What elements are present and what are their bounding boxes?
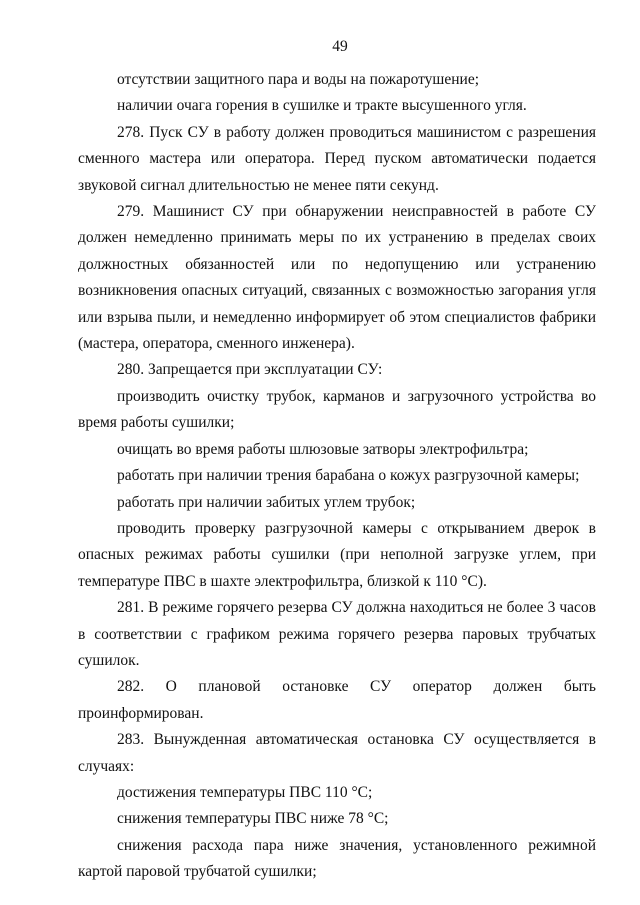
paragraph: достижения температуры ПВС 110 °С; xyxy=(117,783,373,801)
paragraph: наличии очага горения в сушилке и тракте высушенного угля. xyxy=(117,97,527,115)
paragraph: снижения расхода пара ниже значения, установленного режимной картой паровой трубчатой сушилки; xyxy=(78,836,596,881)
paragraph: 279. Машинист СУ при обнаружении неисправностей в работе СУ должен немедленно принимать меры по их устранению в пределах своих должностных обязанностей или по недопущению или устранению возникновения опасных ситуаций, связанных с возможностью загорания угля или взрыва пыли, и немедленно информирует об этом специалистов фабрики (мастера, оператора, сменного инженера). xyxy=(78,203,596,353)
paragraph: 282. О плановой остановке СУ оператор должен быть проинформирован. xyxy=(78,678,596,722)
paragraph: снижения температуры ПВС ниже 78 °С; xyxy=(117,810,389,828)
paragraph: отсутствии защитного пара и воды на пожаротушение; xyxy=(117,71,480,88)
paragraph: 283. Вынужденная автоматическая остановка СУ осуществляется в случаях: xyxy=(78,731,596,775)
paragraph: 278. Пуск СУ в работу должен проводиться машинистом с разрешения сменного мастера или оператора. Перед пуском автоматически подается звуковой сигнал длительностью не менее пяти секунд. xyxy=(78,123,596,194)
paragraph: производить очистку трубок, карманов и загрузочного устройства во время работы сушилки; xyxy=(78,387,596,432)
paragraph: работать при наличии забитых углем трубок; xyxy=(117,493,416,511)
paragraph: 280. Запрещается при эксплуатации СУ: xyxy=(117,361,383,379)
paragraph: работать при наличии трения барабана о кожух разгрузочной камеры; xyxy=(117,467,580,485)
paragraph: 281. В режиме горячего резерва СУ должна находиться не более 3 часов в соответствии с графиком режима горячего резерва паровых трубчатых сушилок. xyxy=(78,599,596,669)
paragraph: очищать во время работы шлюзовые затворы электрофильтра; xyxy=(117,440,529,458)
page-number: 49 xyxy=(332,38,348,55)
document-body xyxy=(78,67,596,886)
paragraph: проводить проверку разгрузочной камеры с открыванием дверок в опасных режимах работы сушилки (при неполной загрузке углем, при температуре ПВС в шахте электрофильтра, близкой к 110 °С). xyxy=(78,519,596,590)
